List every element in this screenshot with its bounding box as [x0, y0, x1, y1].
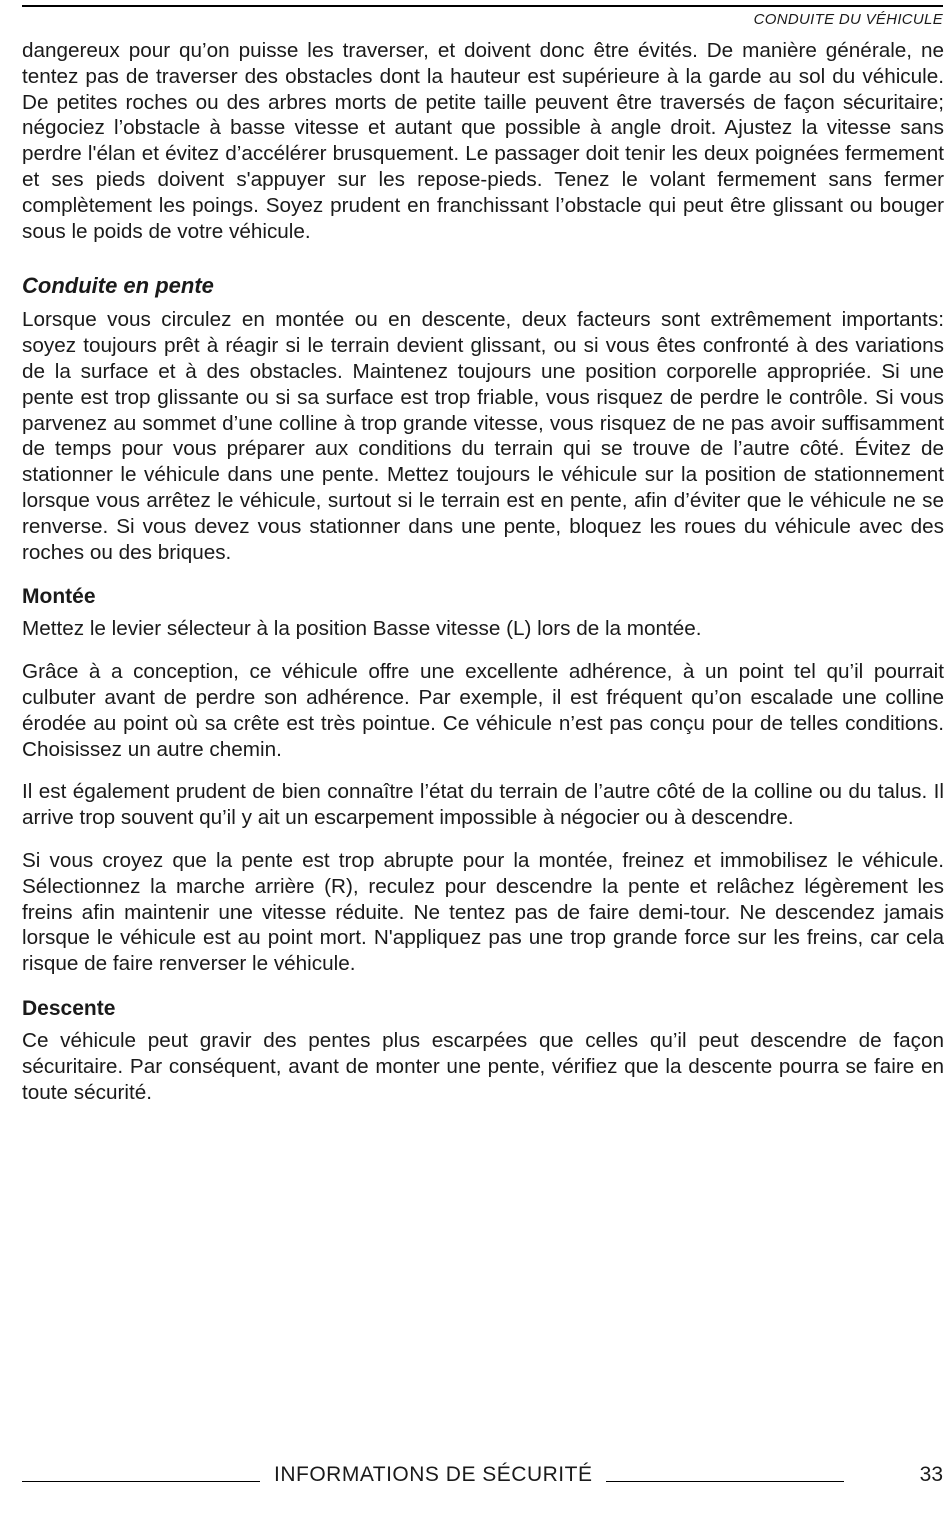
page-content	[22, 38, 944, 1105]
section-heading-conduite-en-pente: Conduite en pente	[22, 273, 214, 299]
running-header: CONDUITE DU VÉHICULE	[753, 11, 943, 28]
footer-title: INFORMATIONS DE SÉCURITÉ	[274, 1463, 593, 1486]
montee-paragraph-2: Grâce à a conception, ce véhicule offre une excellente adhérence, à un point tel qu’il pourrait culbuter avant de perdre son adhérence. Par exemple, il est fréquent qu’on escalade une colline érodée au point où sa crête est très pointue. Ce véhicule n’est pas conçu pour de telles conditions. Choisissez un autre chemin.	[22, 660, 944, 761]
subheading-descente: Descente	[22, 996, 116, 1020]
section-paragraph: Lorsque vous circulez en montée ou en descente, deux facteurs sont extrêmement importants: soyez toujours prêt à réagir si le terrain devient glissant, ou si vous êtes confronté à des variations de la surface et à des obstacles. Maintenez toujours une position corporelle appropriée. Si une pente est trop glissante ou si sa surface est trop friable, vous risquez de perdre le contrôle. Si vous parvenez au sommet d’une colline à trop grande vitesse, vous risquez de ne pas avoir suffisamment de temps pour vous préparer aux conditions du terrain qui se trouve de l’autre côté. Évitez de stationner le véhicule dans une pente. Mettez toujours le véhicule sur la position de stationnement lorsque vous arrêtez le véhicule, surtout si le terrain est en pente, afin d’éviter que le véhicule ne se renverse. Si vous devez vous stationner dans une pente, bloquez les roues du véhicule avec des roches ou des briques.	[22, 308, 944, 564]
footer-rule-right	[606, 1481, 844, 1482]
page-number: 33	[919, 1463, 943, 1486]
montee-paragraph-4: Si vous croyez que la pente est trop abrupte pour la montée, freinez et immobilisez le véhicule. Sélectionnez la marche arrière (R), reculez pour descendre la pente et relâchez légèrement les freins afin maintenir une vitesse réduite. Ne tentez pas de faire demi-tour. Ne descendez jamais lorsque le véhicule est au point mort. N'appliquez pas une trop grande force sur les freins, car cela risque de faire renverser le véhicule.	[22, 848, 944, 976]
footer-rule-left	[22, 1481, 260, 1482]
montee-paragraph-3: Il est également prudent de bien connaître l’état du terrain de l’autre côté de la colline ou du talus. Il arrive trop souvent qu’il y ait un escarpement impossible à négocier ou à descendre.	[22, 780, 944, 830]
subheading-montee: Montée	[22, 585, 96, 609]
intro-paragraph: dangereux pour qu’on puisse les traverser, et doivent donc être évités. De manière générale, ne tentez pas de traverser des obstacles dont la hauteur est supérieure à la garde au sol du véhicule. De petites roches ou des arbres morts de petite taille peuvent être traversés de façon sécuritaire; négociez l’obstacle à basse vitesse et autant que possible à angle droit. Ajustez la vitesse sans perdre l'élan et évitez d’accélérer brusquement. Le passager doit tenir les deux poignées fermement et ses pieds doivent s'appuyer sur les repose-pieds. Tenez le volant fermement sans fermer complètement les poings. Soyez prudent en franchissant l’obstacle qui peut être glissant ou bouger sous le poids de votre véhicule.	[22, 39, 944, 243]
header-rule	[22, 5, 943, 7]
descente-paragraph-1: Ce véhicule peut gravir des pentes plus escarpées que celles qu’il peut descendre de façon sécuritaire. Par conséquent, avant de monter une pente, vérifiez que la descente pourra se faire en toute sécurité.	[22, 1028, 944, 1104]
page-footer	[22, 1458, 943, 1488]
montee-paragraph-1: Mettez le levier sélecteur à la position Basse vitesse (L) lors de la montée.	[22, 617, 702, 641]
